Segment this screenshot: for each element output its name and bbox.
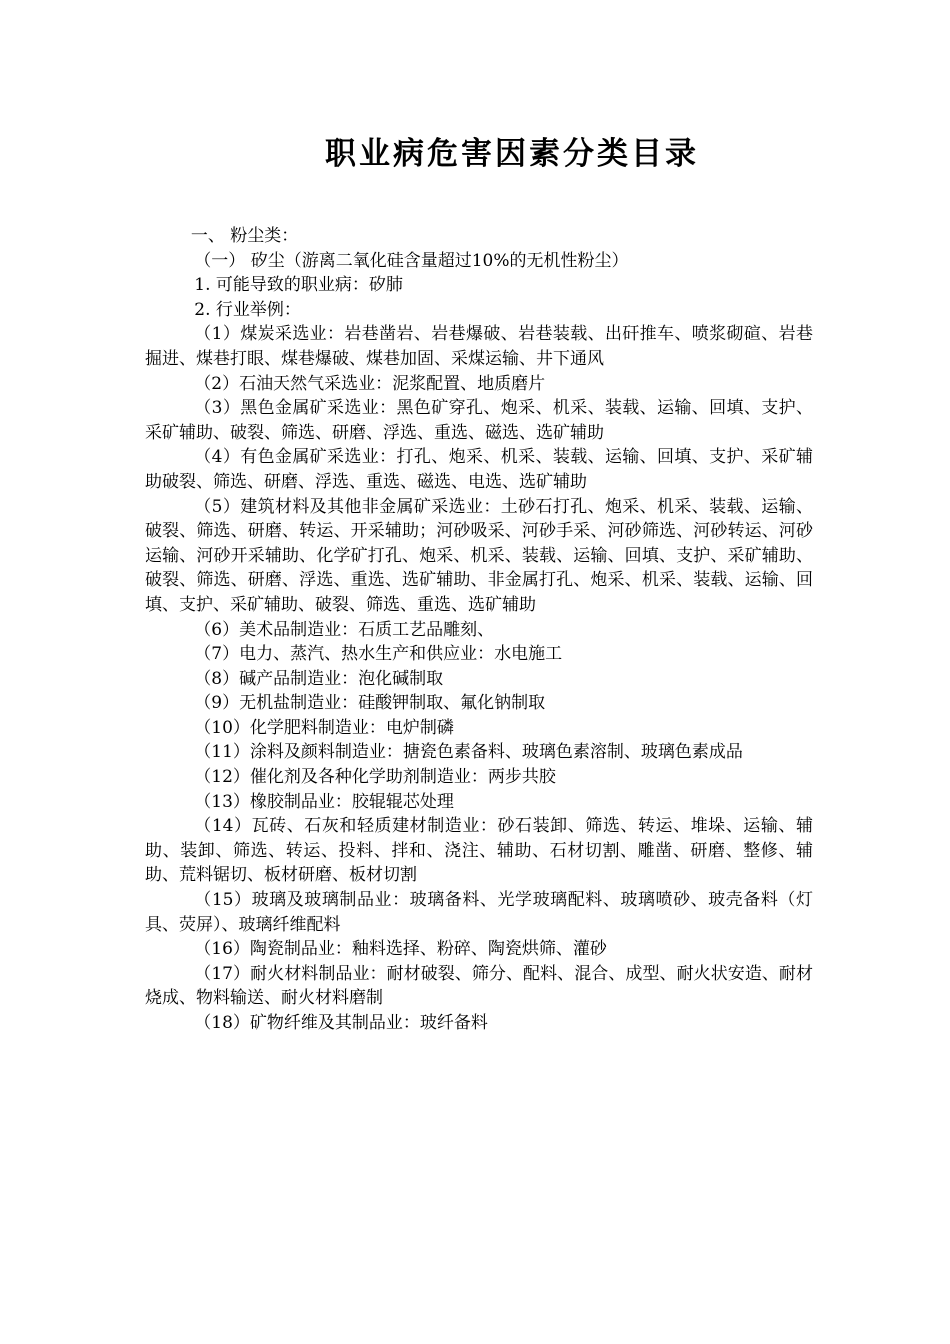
industry-item: （16）陶瓷制品业：釉料选择、粉碎、陶瓷烘筛、灌砂 [194, 939, 607, 960]
industry-item: （15）玻璃及玻璃制品业：玻璃备料、光学玻璃配料、玻璃喷砂、玻壳备料（灯具、荧屏）、玻璃纤维配料 [145, 890, 813, 935]
industry-item: （4）有色金属矿采选业：打孔、炮采、机采、装载、运输、回填、支护、采矿辅助破裂、筛选、研磨、浮选、重选、磁选、电选、选矿辅助 [145, 447, 813, 492]
industry-item: （14）瓦砖、石灰和轻质建材制造业：砂石装卸、筛选、转运、堆垛、运输、辅助、装卸、筛选、转运、投料、拌和、浇注、辅助、石材切割、雕凿、研磨、整修、辅助、荒料锯切、板材研磨、板材切割 [145, 816, 813, 886]
industry-item: （2）石油天然气采选业：泥浆配置、地质磨片 [194, 373, 546, 394]
document-title: 职业病危害因素分类目录 [325, 136, 699, 172]
industry-item: （3）黑色金属矿采选业：黑色矿穿孔、炮采、机采、装载、运输、回填、支护、采矿辅助、破裂、筛选、研磨、浮选、重选、磁选、选矿辅助 [145, 398, 813, 443]
industry-item: （13）橡胶制品业：胶辊辊芯处理 [194, 791, 454, 812]
industry-item: （8）碱产品制造业：泡化碱制取 [194, 668, 444, 689]
industry-item: （6）美术品制造业：石质工艺品雕刻、 [194, 619, 495, 640]
subsection-heading: （一） 矽尘（游离二氧化硅含量超过10%的无机性粉尘） [194, 250, 629, 271]
industry-item: （12）催化剂及各种化学助剂制造业：两步共胶 [194, 767, 556, 788]
list-item: 2. 行业举例： [194, 299, 301, 320]
industry-item: （1）煤炭采选业：岩巷凿岩、岩巷爆破、岩巷装载、出矸推车、喷浆砌碹、岩巷掘进、煤巷打眼、煤巷爆破、煤巷加固、采煤运输、井下通风 [145, 324, 813, 369]
industry-item: （9）无机盐制造业：硅酸钾制取、氟化钠制取 [194, 693, 546, 714]
industry-item: （17）耐火材料制品业：耐材破裂、筛分、配料、混合、成型、耐火状安造、耐材烧成、物料输送、耐火材料磨制 [145, 963, 813, 1009]
industry-item: （18）矿物纤维及其制品业：玻纤备料 [194, 1013, 488, 1033]
industry-item: （5）建筑材料及其他非金属矿采选业：土砂石打孔、炮采、机采、装载、运输、破裂、筛选、研磨、转运、开采辅助；河砂吸采、河砂手采、河砂筛选、河砂转运、河砂运输、河砂开采辅助、化学矿打孔、炮采、机采、装载、运输、回填、支护、采矿辅助、破裂、筛选、研磨、浮选、重选、选矿辅助、非金属打孔、炮采、机采、装载、运输、回填、支护、采矿辅助、破裂、筛选、重选、选矿辅助 [145, 496, 813, 615]
document-body [145, 224, 813, 1036]
industry-item: （11）涂料及颜料制造业：搪瓷色素备料、玻璃色素溶制、玻璃色素成品 [194, 742, 743, 763]
industry-item: （7）电力、蒸汽、热水生产和供应业：水电施工 [194, 644, 563, 665]
list-item: 1. 可能导致的职业病：矽肺 [194, 275, 403, 296]
section-heading: 一、 粉尘类： [190, 226, 299, 246]
industry-item: （10）化学肥料制造业：电炉制磷 [194, 717, 454, 738]
